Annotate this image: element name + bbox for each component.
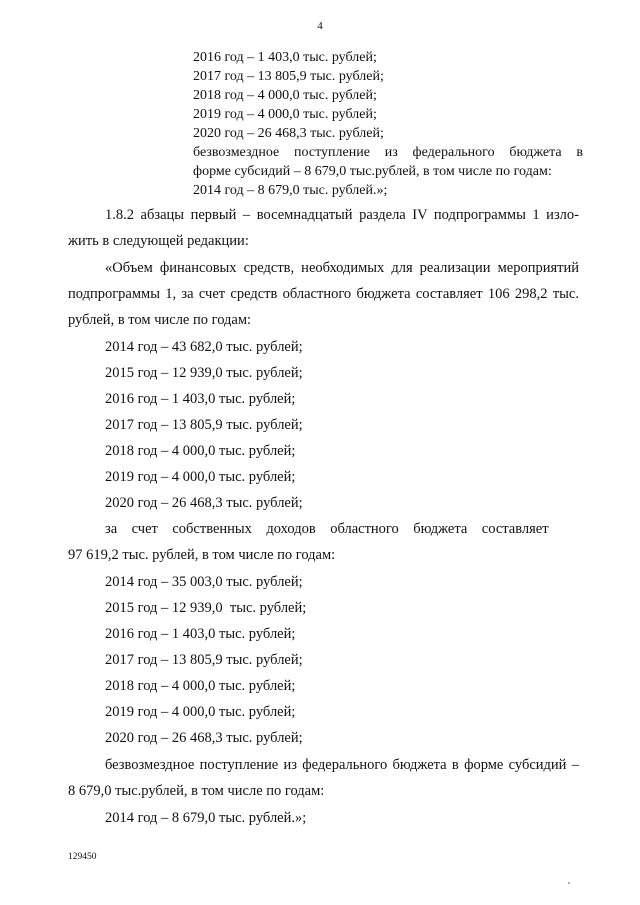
top-year-line: 2018 год – 4 000,0 тыс. рублей;: [193, 88, 377, 103]
top-block: [193, 48, 583, 200]
own-year-line: 2016 год – 1 403,0 тыс. рублей;: [105, 626, 296, 642]
own-year-line: 2020 год – 26 468,3 тыс. рублей;: [105, 730, 303, 746]
regional-year-line: 2015 год – 12 939,0 тыс. рублей;: [105, 365, 303, 381]
footer-code: 129450: [68, 852, 97, 862]
federal-line: 8 679,0 тыс.рублей, в том числе по годам:: [68, 783, 325, 799]
regional-year-line: 2017 год – 13 805,9 тыс. рублей;: [105, 417, 303, 433]
quote-line: подпрограммы 1, за счет средств областного бюджета составляет 106 298,2 тыс.: [68, 286, 579, 302]
federal-line: безвозмездное поступление из федерального бюджета в форме субсидий –: [105, 757, 579, 773]
own-year-line: 2015 год – 12 939,0 тыс. рублей;: [105, 600, 307, 616]
regional-year-line: 2016 год – 1 403,0 тыс. рублей;: [105, 391, 296, 407]
own-year-line: 2019 год – 4 000,0 тыс. рублей;: [105, 704, 296, 720]
own-year-line: 2017 год – 13 805,9 тыс. рублей;: [105, 652, 303, 668]
top-federal-line: форме субсидий – 8 679,0 тыс.рублей, в том числе по годам:: [193, 164, 552, 179]
regional-year-line: 2018 год – 4 000,0 тыс. рублей;: [105, 443, 296, 459]
quote-line: рублей, в том числе по годам:: [68, 312, 252, 328]
regional-year-line: 2020 год – 26 468,3 тыс. рублей;: [105, 495, 303, 511]
top-federal-line: безвозмездное поступление из федерального бюджета в: [193, 145, 583, 160]
item-line: жить в следующей редакции:: [68, 233, 249, 249]
top-year-line: 2020 год – 26 468,3 тыс. рублей;: [193, 126, 384, 141]
scan-speck: [568, 882, 570, 884]
own-income-line: 97 619,2 тыс. рублей, в том числе по годам:: [68, 547, 336, 563]
top-year-line: 2016 год – 1 403,0 тыс. рублей;: [193, 50, 377, 65]
own-year-line: 2014 год – 35 003,0 тыс. рублей;: [105, 574, 303, 590]
own-income-line: за счет собственных доходов областного бюджета составляет: [105, 521, 549, 537]
own-year-line: 2018 год – 4 000,0 тыс. рублей;: [105, 678, 296, 694]
top-year-line: 2019 год – 4 000,0 тыс. рублей;: [193, 107, 377, 122]
top-year-line: 2017 год – 13 805,9 тыс. рублей;: [193, 69, 384, 84]
item-line: 1.8.2 абзацы первый – восемнадцатый раздела IV подпрограммы 1 изло-: [105, 207, 579, 223]
top-federal-year: 2014 год – 8 679,0 тыс. рублей.»;: [193, 183, 388, 198]
regional-year-line: 2019 год – 4 000,0 тыс. рублей;: [105, 469, 296, 485]
regional-year-line: 2014 год – 43 682,0 тыс. рублей;: [105, 339, 303, 355]
page-number: 4: [317, 20, 323, 32]
federal-year-line: 2014 год – 8 679,0 тыс. рублей.»;: [105, 810, 307, 826]
quote-line: «Объем финансовых средств, необходимых для реализации мероприятий: [105, 260, 579, 276]
